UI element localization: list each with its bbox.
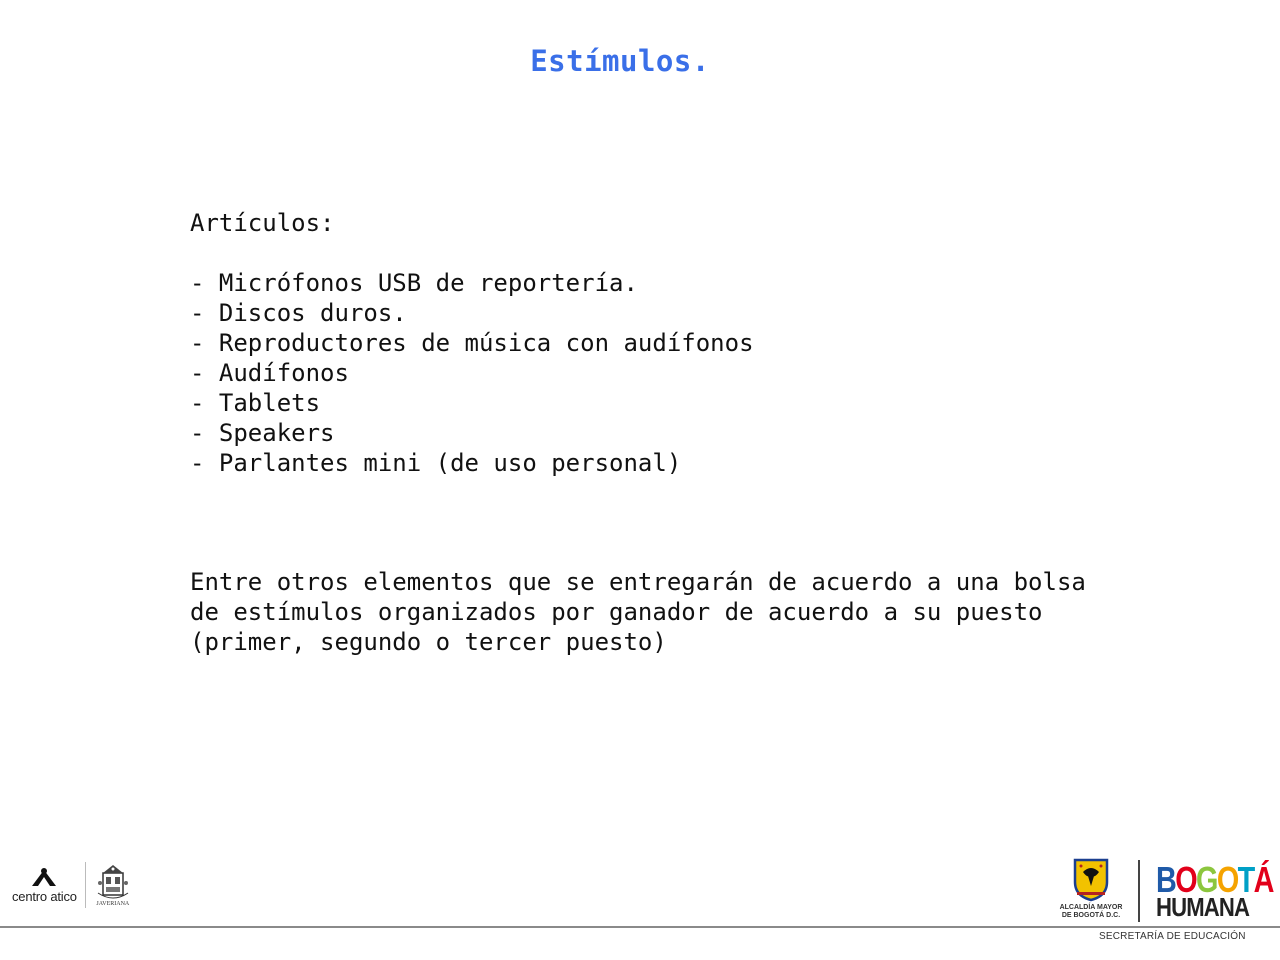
footer-right-divider bbox=[1138, 860, 1140, 922]
list-item: - Speakers bbox=[190, 419, 335, 447]
list-item: - Parlantes mini (de uso personal) bbox=[190, 449, 682, 477]
closing-paragraph: Entre otros elementos que se entregarán de acuerdo a una bolsa de estímulos organizados por ganador de acuerdo a su puesto (primer, segundo o tercer puesto) bbox=[190, 568, 1086, 656]
centro-atico-logo bbox=[12, 866, 77, 904]
items-list bbox=[190, 268, 1170, 478]
slide-title: Estímulos. bbox=[530, 44, 710, 78]
bogota-letter: B bbox=[1156, 859, 1176, 900]
bogota-humana-logo bbox=[1156, 859, 1280, 922]
bogota-shield-icon bbox=[1071, 856, 1111, 902]
footer-right-logos bbox=[1056, 856, 1273, 926]
bogota-letter: T bbox=[1237, 859, 1254, 900]
list-item: - Micrófonos USB de reportería. bbox=[190, 269, 638, 297]
bogota-letter: Á bbox=[1253, 859, 1273, 900]
list-item: - Audífonos bbox=[190, 359, 349, 387]
bogota-letter: O bbox=[1175, 859, 1197, 900]
list-item: - Discos duros. bbox=[190, 299, 407, 327]
javeriana-logo bbox=[94, 863, 132, 907]
alcaldia-logo bbox=[1056, 856, 1126, 920]
footer-left-logos bbox=[12, 862, 132, 908]
bogota-letter: O bbox=[1216, 859, 1238, 900]
alcaldia-caption-line2: DE BOGOTÁ D.C. bbox=[1061, 912, 1121, 919]
javeriana-crest-icon bbox=[94, 863, 132, 903]
footer-left-divider bbox=[85, 862, 86, 908]
bogota-letter: G bbox=[1196, 859, 1217, 900]
alcaldia-caption-line1: ALCALDÍA MAYOR bbox=[1059, 904, 1123, 911]
secretaria-caption: SECRETARÍA DE EDUCACIÓN bbox=[1099, 931, 1246, 942]
section-label: Artículos: bbox=[190, 209, 335, 237]
centro-atico-mark-icon bbox=[30, 866, 58, 888]
alcaldia-caption bbox=[1060, 904, 1123, 920]
centro-atico-wordmark: centro atico bbox=[12, 889, 77, 904]
list-item: - Tablets bbox=[190, 389, 321, 417]
list-item: - Reproductores de música con audífonos bbox=[190, 329, 754, 357]
slide-body bbox=[190, 208, 1170, 657]
footer-divider-line bbox=[0, 926, 1280, 928]
javeriana-wordmark: JAVERIANA bbox=[96, 901, 130, 907]
humana-wordmark: HUMANA bbox=[1156, 892, 1250, 922]
